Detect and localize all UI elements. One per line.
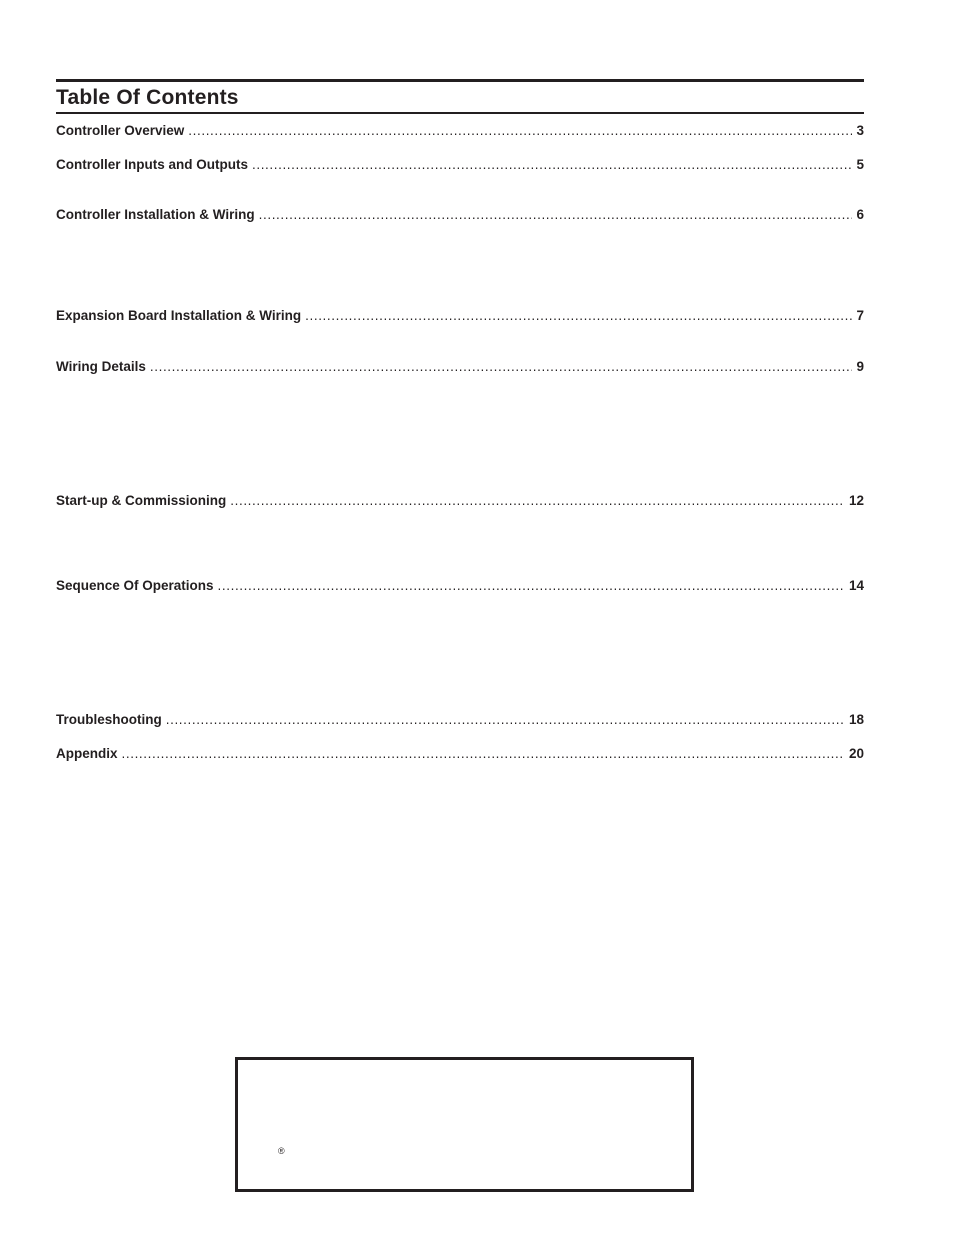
toc-entry[interactable] — [56, 359, 864, 375]
toc-entry[interactable] — [56, 308, 864, 324]
toc-entry-label: Controller Installation & Wiring — [56, 207, 255, 222]
toc-dot-leader — [166, 712, 845, 728]
page-title: Table Of Contents — [56, 86, 239, 109]
toc-entry-label: Controller Overview — [56, 123, 185, 138]
toc-dot-leader — [122, 746, 845, 762]
toc-dot-leader — [150, 359, 853, 375]
toc-entry[interactable] — [56, 123, 864, 139]
toc-entry-label: Wiring Details — [56, 359, 146, 374]
toc-page-number: 18 — [848, 712, 864, 727]
toc-entry[interactable] — [56, 578, 864, 594]
toc-page-number: 14 — [848, 578, 864, 593]
toc-entry-label: Expansion Board Installation & Wiring — [56, 308, 302, 323]
toc-dot-leader — [230, 493, 845, 509]
toc-entry-label: Sequence Of Operations — [56, 578, 214, 593]
toc-entry-label: Start-up & Commissioning — [56, 493, 227, 508]
toc-page-number: 5 — [856, 157, 864, 172]
toc-page-number: 20 — [848, 746, 864, 761]
toc-dot-leader — [218, 578, 845, 594]
registered-trademark-symbol: ® — [278, 1146, 285, 1156]
toc-dot-leader — [259, 207, 853, 223]
title-underline — [56, 112, 864, 114]
toc-entry[interactable] — [56, 712, 864, 728]
toc-page-number: 6 — [856, 207, 864, 222]
top-rule — [56, 79, 864, 82]
toc-dot-leader — [305, 308, 852, 324]
toc-entry-label: Controller Inputs and Outputs — [56, 157, 248, 172]
toc-page-number: 12 — [848, 493, 864, 508]
toc-page-number: 9 — [856, 359, 864, 374]
toc-page-number: 7 — [856, 308, 864, 323]
toc-entry-label: Troubleshooting — [56, 712, 162, 727]
toc-dot-leader — [252, 157, 852, 173]
toc-entry[interactable] — [56, 493, 864, 509]
toc-entry-label: Appendix — [56, 746, 118, 761]
toc-entry[interactable] — [56, 207, 864, 223]
notice-box — [235, 1057, 694, 1192]
toc-page-number: 3 — [856, 123, 864, 138]
toc-entry[interactable] — [56, 157, 864, 173]
toc-entry[interactable] — [56, 746, 864, 762]
toc-dot-leader — [188, 123, 852, 139]
